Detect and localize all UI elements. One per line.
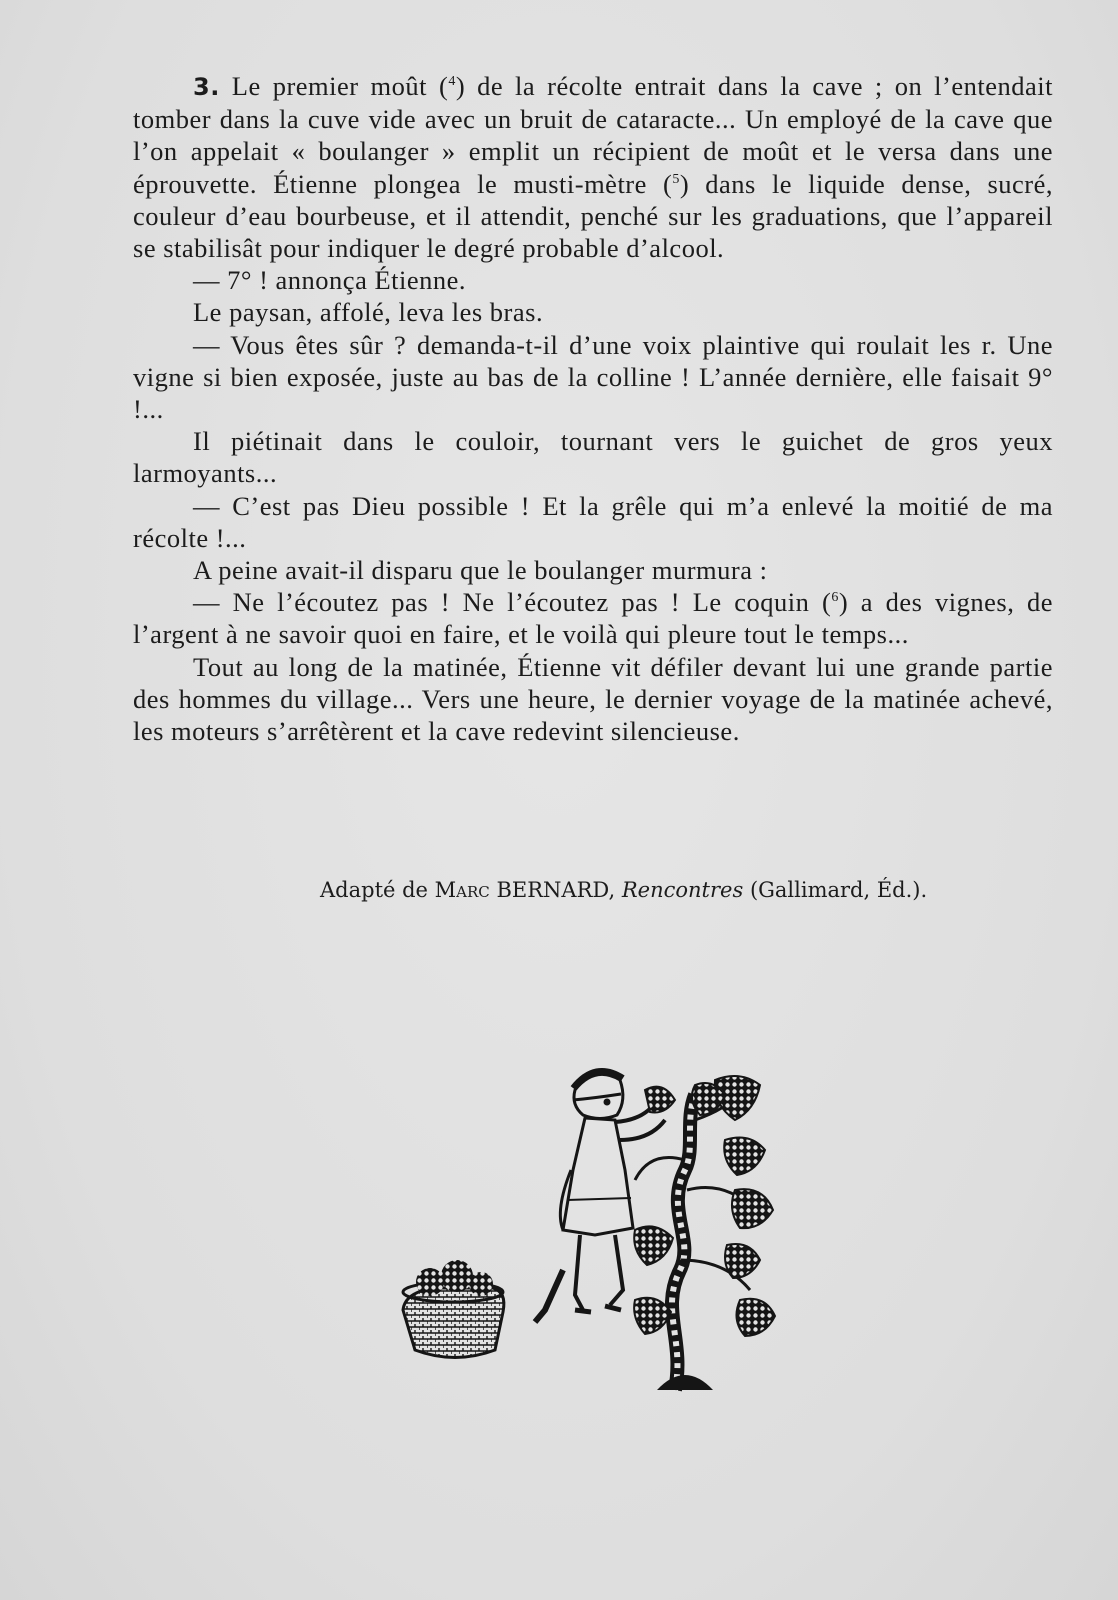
vine-icon: [634, 1076, 775, 1390]
text-excerpt: [133, 70, 1053, 747]
narration-line: A peine avait-il disparu que le boulanger murmura :: [193, 555, 768, 586]
footnote-ref-4: 4: [448, 74, 456, 90]
paragraph-1-text: Le premier moût (: [231, 71, 449, 101]
dialogue-text-cont: ) a des vignes, de l’argent à ne savoir quoi en faire, et le voilà qui pleure tout le temps...: [133, 587, 1053, 650]
paragraph-1-text-cont: ) de la récolte entrait dans la cave ; on l’entendait tomber dans la cuve vide avec un bruit de cataracte... Un employé de la cave que l’on appelait « boulanger » emplit un récipient de moût et le versa dans une éprouvette. Étienne plongea le musti-mètre (: [133, 71, 1053, 199]
narration-line: Tout au long de la matinée, Étienne vit défiler devant lui une grande partie des hommes du village... Vers une heure, le dernier voyage de la matinée achevé, les moteurs s’arrêtèrent et la cave redevint silencieuse.: [133, 651, 1053, 747]
source-citation: [320, 878, 927, 902]
author-first-name: Marc: [434, 878, 490, 902]
footnote-ref-6: 6: [831, 590, 839, 606]
dialogue-line: [133, 586, 1053, 650]
dialogue-text: — Ne l’écoutez pas ! Ne l’écoutez pas ! Le coquin (: [193, 587, 832, 618]
paragraph-1-text-end: ) dans le liquide dense, sucré, couleur d’eau bourbeuse, et il attendit, penché sur les graduations, que l’appareil se stabilisât pour indiquer le degré probable d’alcool.: [133, 168, 1053, 264]
narration-line: Le paysan, affolé, leva les bras.: [193, 297, 544, 328]
section-number: 3.: [193, 73, 220, 101]
dialogue-line: — Vous êtes sûr ? demanda-t-il d’une voix plaintive qui roulait les r. Une vigne si bien exposée, juste au bas de la colline ! L’année dernière, elle faisait 9° !...: [133, 329, 1053, 425]
footnote-ref-5: 5: [672, 171, 680, 187]
narration-line: Il piétinait dans le couloir, tournant vers le guichet de gros yeux larmoyants...: [133, 426, 1053, 489]
source-prefix: Adapté de: [320, 878, 428, 902]
dialogue-line: — 7° ! annonça Étienne.: [193, 265, 467, 296]
author-last-name: BERNARD,: [496, 878, 616, 902]
work-title: Rencontres: [621, 878, 744, 902]
publisher: (Gallimard, Éd.).: [749, 878, 928, 902]
basket-icon: [403, 1260, 504, 1358]
paragraph-1: [133, 70, 1053, 264]
harvester-figure-icon: [535, 1071, 675, 1322]
dialogue-line: — C’est pas Dieu possible ! Et la grêle qui m’a enlevé la moitié de ma récolte !...: [133, 490, 1053, 553]
grape-harvester-icon: [395, 1060, 795, 1410]
